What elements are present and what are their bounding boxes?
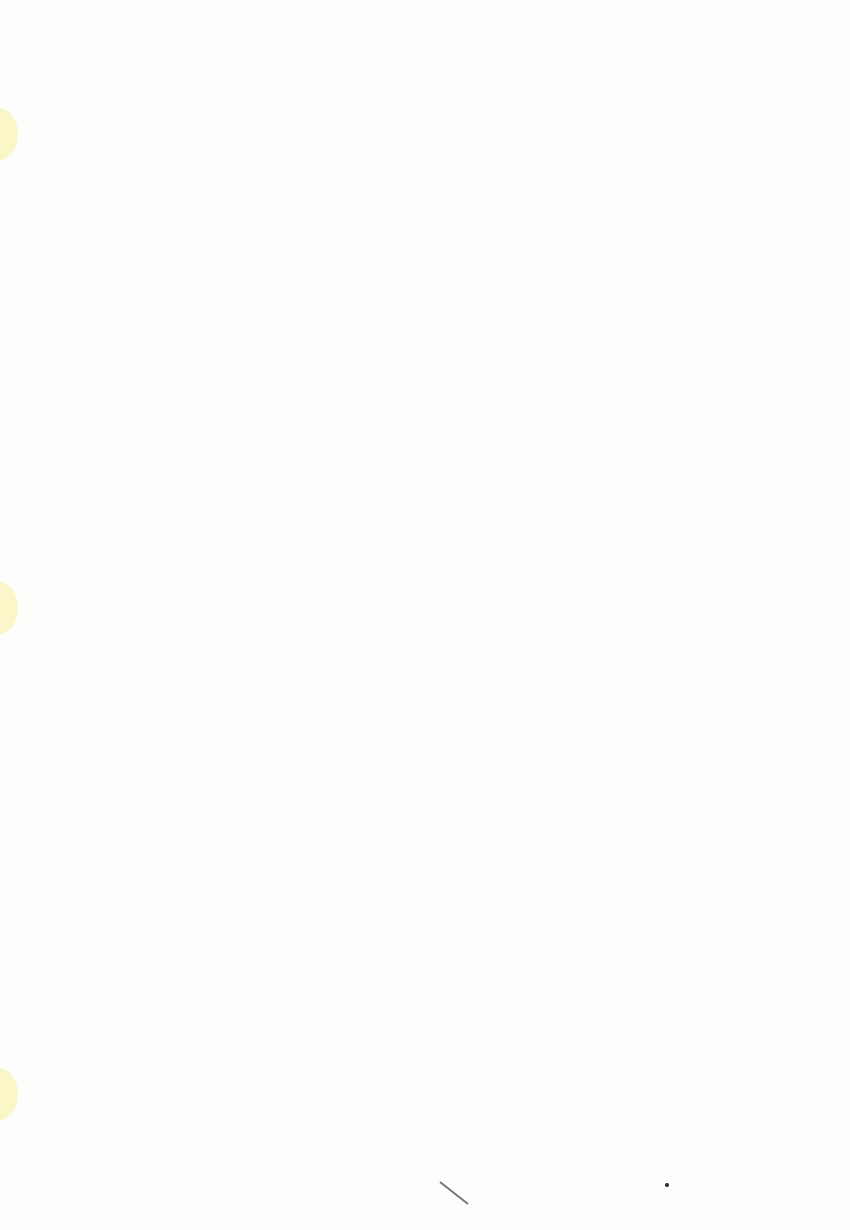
stray-dot (665, 1183, 669, 1187)
stray-pen-mark (438, 1178, 478, 1208)
punch-hole (0, 1068, 18, 1120)
punch-hole (0, 108, 18, 160)
punch-hole (0, 582, 18, 634)
